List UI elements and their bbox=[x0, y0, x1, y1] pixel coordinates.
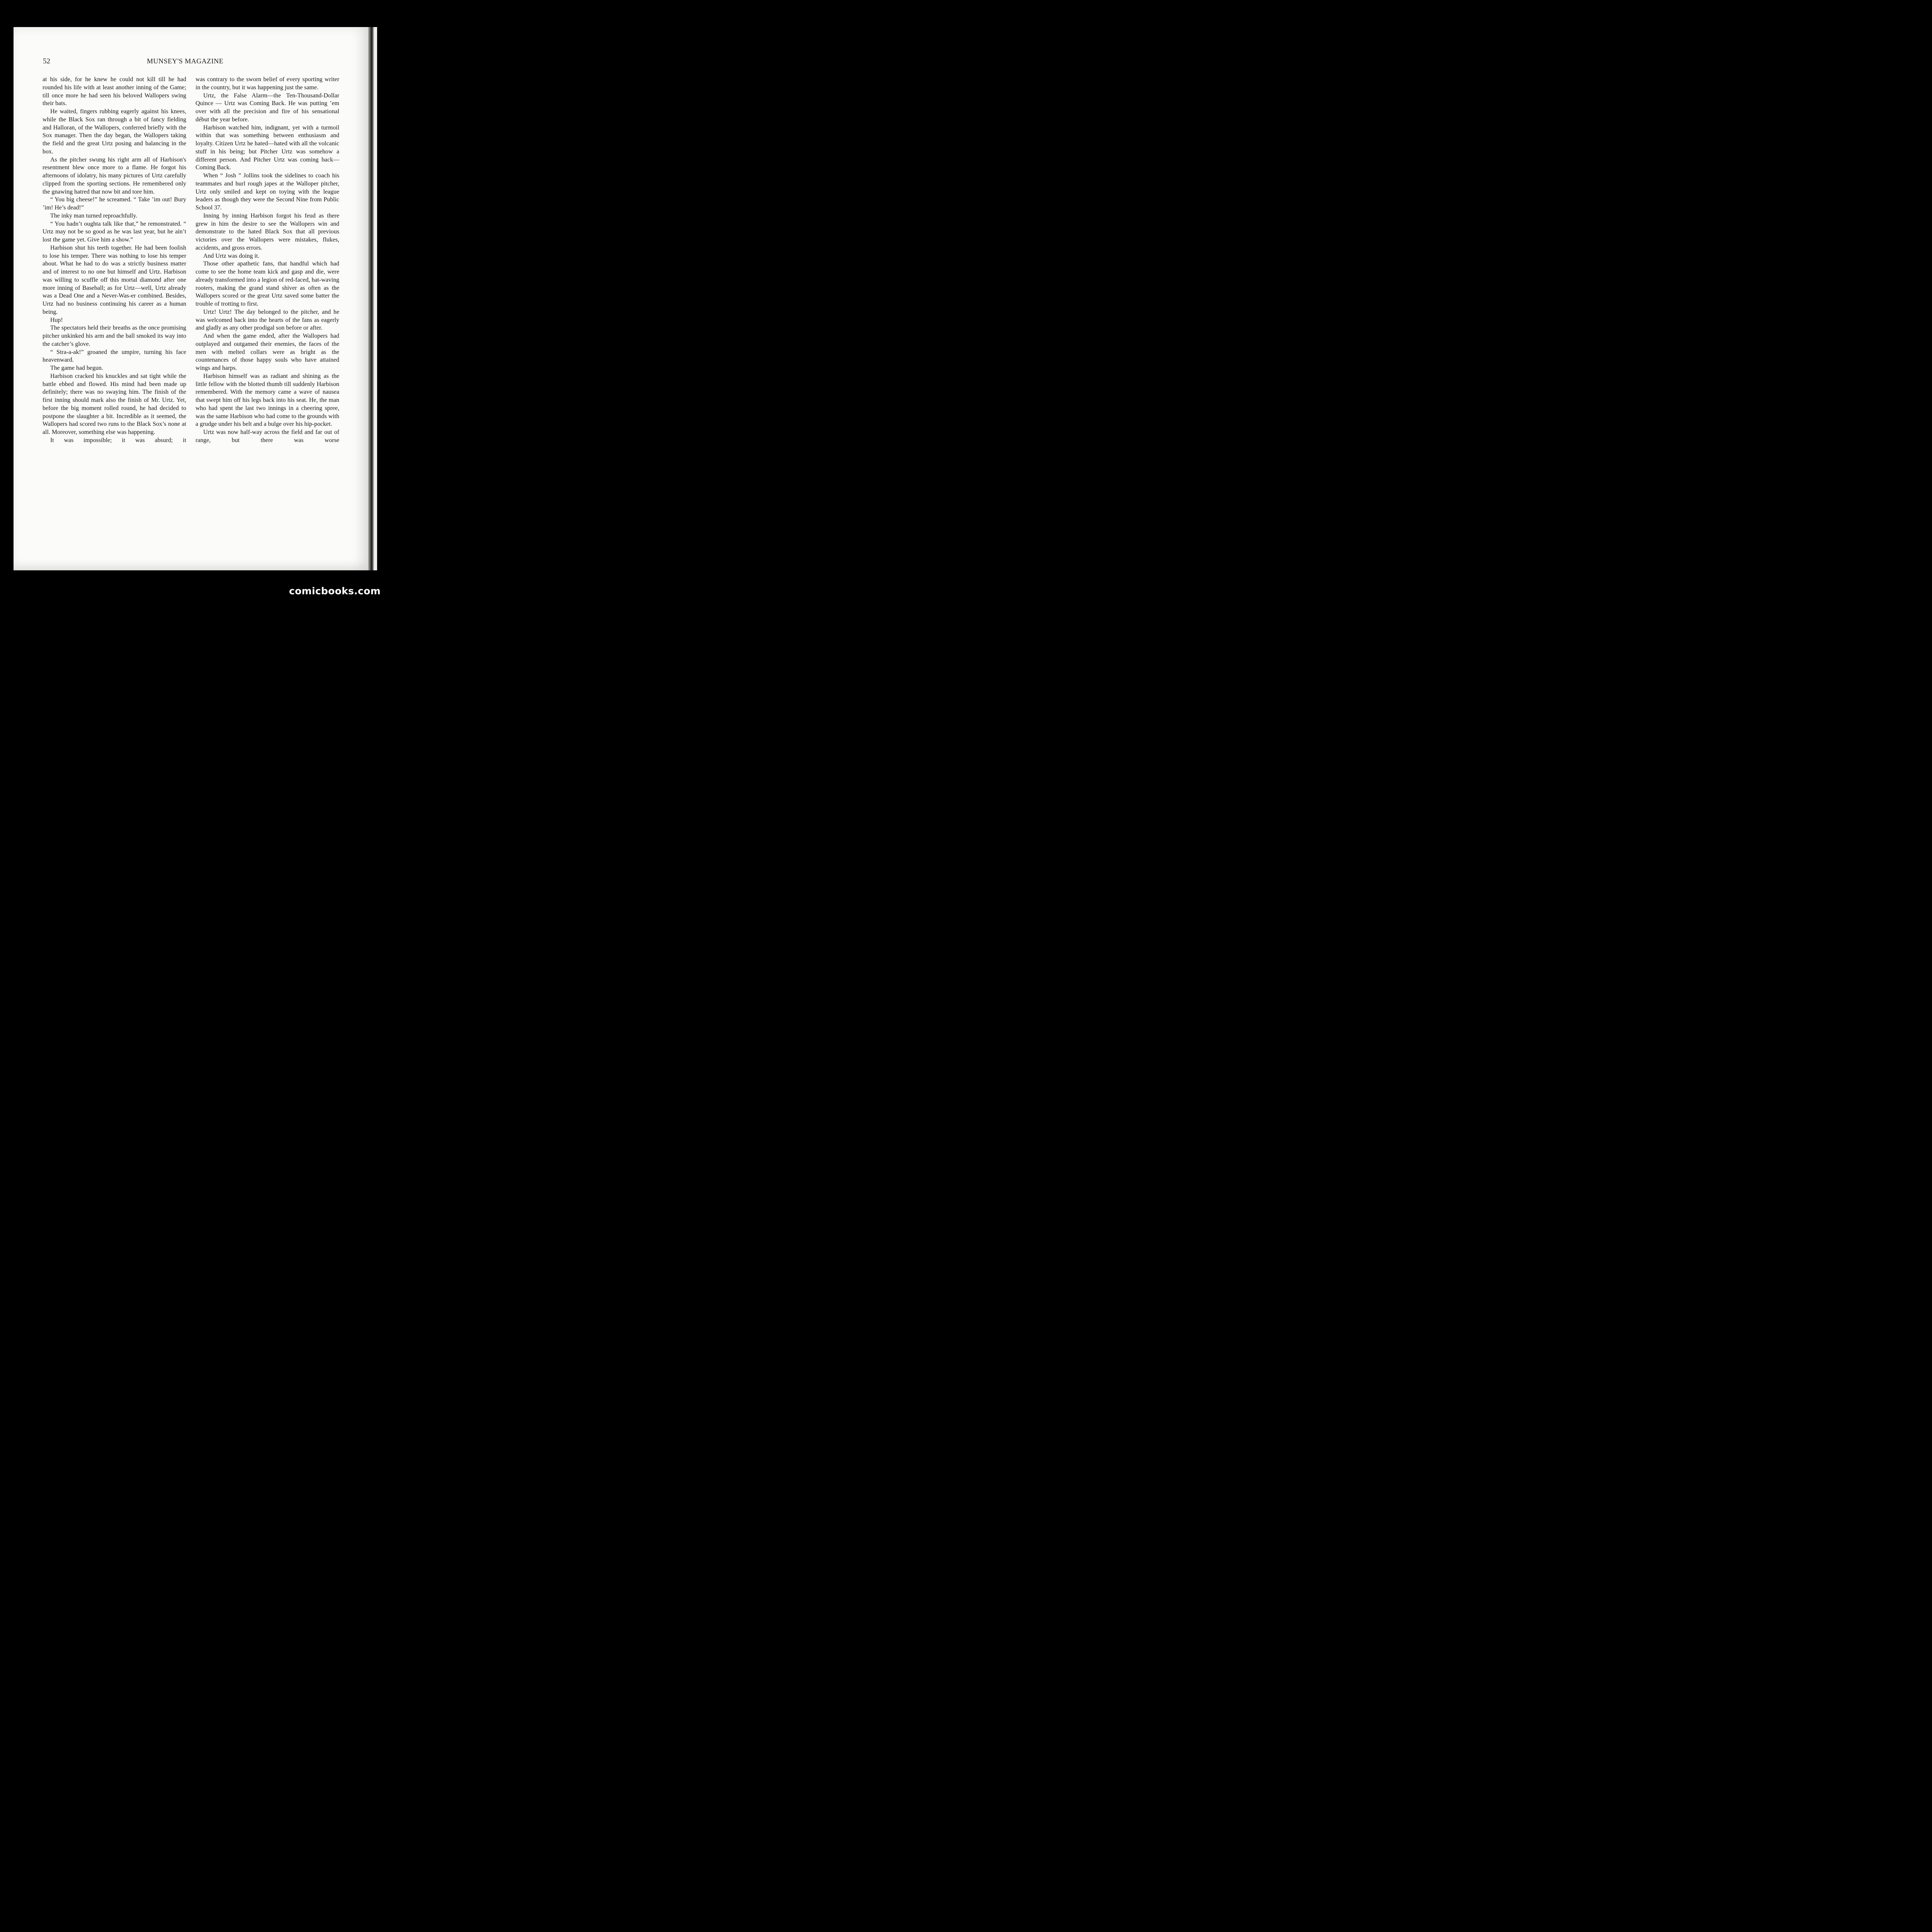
paragraph: “ You big cheese!” he screamed. “ Take ’im out! Bury ’im! He’s dead!” bbox=[43, 196, 186, 211]
book-spine bbox=[368, 27, 372, 570]
paragraph: The game had begun. bbox=[50, 365, 103, 371]
text-column-left bbox=[43, 76, 186, 445]
paragraph: When “ Josh ” Jollins took the sidelines to coach his teammates and hurl rough japes at the Walloper pitcher, Urtz only smiled and kept on toying with the league leaders as though they were the Second Nine from Public School 37. bbox=[196, 172, 339, 211]
paragraph: at his side, for he knew he could not kill till he had rounded his life with at least another inning of the Game; till once more he had seen his beloved Wallopers swing their bats. bbox=[43, 76, 186, 107]
paragraph: Inning by inning Harbison forgot his feud as there grew in him the desire to see the Wallopers win and demonstrate to the hated Black Sox that all previous victories over the Wallopers were mistakes, flukes, accidents, and gross errors. bbox=[196, 212, 339, 251]
paragraph: was contrary to the sworn belief of every sporting writer in the country, but it was happening just the same. bbox=[196, 76, 339, 91]
paragraph: “ Stra-a-ak!” groaned the umpire, turning his face heavenward. bbox=[43, 349, 186, 364]
paragraph: Urtz was now half-way across the field and far out of range, but there was worse bbox=[196, 429, 339, 444]
paragraph: Those other apathetic fans, that handful which had come to see the home team kick and gasp and die, were already transformed into a legion of red-faced, hat-waving rooters, making the grand stand shiver as often as the Wallopers scored or the great Urtz saved some batter the trouble of trotting to first. bbox=[196, 260, 339, 307]
paragraph: Harbison shut his teeth together. He had been foolish to lose his temper. There was nothing to lose his temper about. What he had to do was a strictly business matter and of interest to no one but himself and Urtz. Harbison was willing to scuffle off this mortal diamond after one more inning of Baseball; as for Urtz—well, Urtz already was a Dead One and a Never-Was-er combined. Besides, Urtz had no business continuing his career as a human being. bbox=[43, 244, 186, 315]
site-watermark: comicbooks.com bbox=[289, 585, 381, 597]
paragraph: Urtz, the False Alarm—the Ten-Thousand-Dollar Quince — Urtz was Coming Back. He was putting ’em over with all the precision and fire of his sensational début the year before. bbox=[196, 92, 339, 123]
running-head: MUNSEY'S MAGAZINE bbox=[147, 57, 224, 65]
paragraph: As the pitcher swung his right arm all of Harbison's resentment blew once more to a flame. He forgot his afternoons of idolatry, his many pictures of Urtz carefully clipped from the sporting sections. He remembered only the gnawing hatred that now bit and tore him. bbox=[43, 156, 186, 195]
paragraph: The inky man turned reproachfully. bbox=[50, 212, 138, 219]
paragraph: He waited, fingers rubbing eagerly against his knees, while the Black Sox ran through a bit of fancy fielding and Halloran, of the Wallopers, conferred briefly with the Sox manager. Then the day began, the Wallopers taking the field and the great Urtz posing and balancing in the box. bbox=[43, 108, 186, 155]
text-column-right bbox=[196, 76, 339, 445]
paragraph: Urtz! Urtz! The day belonged to the pitcher, and he was welcomed back into the hearts of the fans as eagerly and gladly as any other prodigal son before or after. bbox=[196, 308, 339, 332]
paragraph: Harbison cracked his knuckles and sat tight while the battle ebbed and flowed. His mind had been made up definitely; there was no swaying him. The finish of the first inning should mark also the finish of Mr. Urtz. Yet, before the big moment rolled round, he had decided to postpone the slaughter a bit. Incredible as it seemed, the Wallopers had scored two runs to the Black Sox’s none at all. Moreover, something else was happening. bbox=[43, 372, 186, 435]
paragraph: And when the game ended, after the Wallopers had outplayed and outgamed their enemies, the faces of the men with melted collars were as bright as the countenances of those happy souls who have attained wings and harps. bbox=[196, 333, 339, 371]
paragraph: The spectators held their breaths as the once promising pitcher unkinked his arm and the ball smoked its way into the catcher’s glove. bbox=[43, 325, 186, 347]
page-number: 52 bbox=[43, 57, 50, 65]
paragraph: “ You hadn’t oughta talk like that,” he remonstrated. “ Urtz may not be so good as he was last year, but he ain’t lost the game yet. Give him a show.” bbox=[43, 220, 186, 243]
paragraph: And Urtz was doing it. bbox=[203, 252, 260, 259]
facing-page-edge bbox=[372, 27, 377, 570]
paragraph: Hup! bbox=[50, 316, 63, 323]
paragraph: Harbison himself was as radiant and shining as the little fellow with the blotted thumb till suddenly Harbison remembered. With the memory came a wave of nausea that swept him off his legs back into his seat. He, the man who had spent the last two innings in a cheering spree, was the same Harbison who had come to the grounds with a grudge under his belt and a bulge over his hip-pocket. bbox=[196, 372, 339, 428]
paragraph: Harbison watched him, indignant, yet with a turmoil within that was something between enthusiasm and loyalty. Citizen Urtz he hated—hated with all the volcanic stuff in his being; but Pitcher Urtz was somehow a different person. And Pitcher Urtz was coming back—Coming Back. bbox=[196, 124, 339, 171]
paragraph: It was impossible; it was absurd; it bbox=[50, 437, 186, 444]
